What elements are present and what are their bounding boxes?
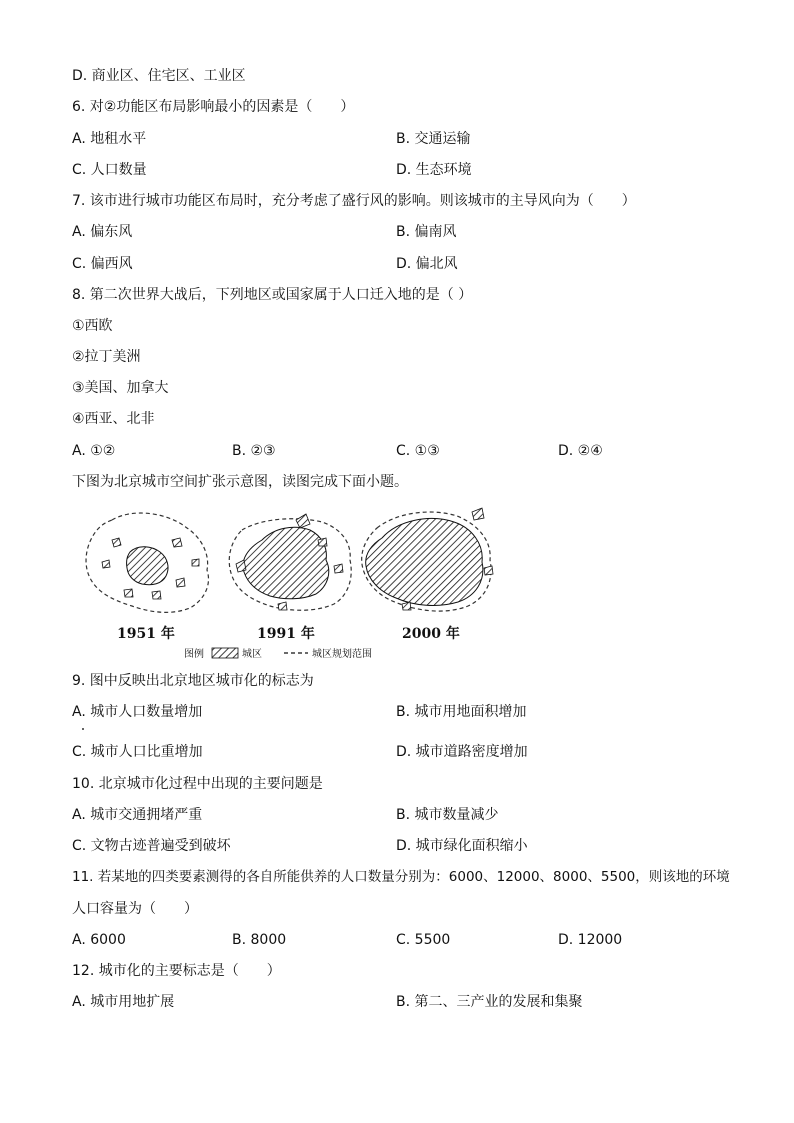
question-11-line-1: 11. 若某地的四类要素测得的各自所能供养的人口数量分别为：6000、12000、8000、5500，则该地的环境 — [72, 869, 730, 885]
legend-city-swatch — [212, 648, 238, 658]
year-label-2000: 2000 年 — [402, 626, 460, 642]
question-7: 7. 该市进行城市功能区布局时，充分考虑了盛行风的影响。则该城市的主导风向为（ ） — [72, 193, 636, 209]
q12-option-a: A. 城市用地扩展 — [72, 994, 175, 1010]
q6-option-b: B. 交通运输 — [396, 131, 471, 147]
q12-option-b: B. 第二、三产业的发展和集聚 — [396, 994, 583, 1010]
q10-option-d: D. 城市绿化面积缩小 — [396, 838, 528, 854]
q8-item-2: ②拉丁美洲 — [72, 349, 141, 365]
q9-option-c: C. 城市人口比重增加 — [72, 744, 203, 760]
q8-option-c: C. ①③ — [396, 443, 440, 459]
q5-option-d: D. 商业区、住宅区、工业区 — [72, 68, 246, 84]
q8-option-b: B. ②③ — [232, 443, 276, 459]
q11-option-a: A. 6000 — [72, 932, 126, 948]
q8-option-a: A. ①② — [72, 443, 116, 459]
q8-item-4: ④西亚、北非 — [72, 411, 155, 427]
q10-option-c: C. 文物古迹普遍受到破坏 — [72, 838, 231, 854]
stray-dot — [82, 728, 84, 730]
question-8: 8. 第二次世界大战后，下列地区或国家属于人口迁入地的是（ ） — [72, 287, 473, 303]
beijing-expansion-figure — [72, 500, 502, 665]
map-1991 — [229, 514, 351, 610]
q11-option-b: B. 8000 — [232, 932, 287, 948]
legend-title: 图例 — [184, 649, 204, 660]
question-10: 10. 北京城市化过程中出现的主要问题是 — [72, 776, 323, 792]
q9-option-a: A. 城市人口数量增加 — [72, 704, 203, 720]
question-11-line-2: 人口容量为（ ） — [72, 901, 198, 917]
year-label-1991: 1991 年 — [257, 626, 315, 642]
question-12: 12. 城市化的主要标志是（ ） — [72, 963, 281, 979]
q8-item-1: ①西欧 — [72, 318, 113, 334]
q9-option-d: D. 城市道路密度增加 — [396, 744, 528, 760]
q8-item-3: ③美国、加拿大 — [72, 380, 169, 396]
q6-option-c: C. 人口数量 — [72, 162, 147, 178]
q7-option-a: A. 偏东风 — [72, 224, 133, 240]
q11-option-d: D. 12000 — [558, 932, 623, 948]
q7-option-d: D. 偏北风 — [396, 256, 458, 272]
year-label-1951: 1951 年 — [117, 626, 175, 642]
expansion-maps — [72, 500, 502, 665]
q9-option-b: B. 城市用地面积增加 — [396, 704, 527, 720]
question-6: 6. 对②功能区布局影响最小的因素是（ ） — [72, 99, 355, 115]
q11-option-c: C. 5500 — [396, 932, 451, 948]
q7-option-b: B. 偏南风 — [396, 224, 457, 240]
legend-plan-label: 城区规划范围 — [312, 649, 372, 660]
q7-option-c: C. 偏西风 — [72, 256, 133, 272]
q10-option-a: A. 城市交通拥堵严重 — [72, 807, 203, 823]
figure-intro: 下图为北京城市空间扩张示意图，读图完成下面小题。 — [72, 474, 408, 490]
q8-option-d: D. ②④ — [558, 443, 603, 459]
map-1951 — [86, 513, 208, 612]
question-9: 9. 图中反映出北京地区城市化的标志为 — [72, 673, 314, 689]
q10-option-b: B. 城市数量减少 — [396, 807, 499, 823]
q6-option-a: A. 地租水平 — [72, 131, 147, 147]
q6-option-d: D. 生态环境 — [396, 162, 472, 178]
map-2000 — [362, 508, 493, 611]
legend-city-label: 城区 — [242, 649, 262, 660]
